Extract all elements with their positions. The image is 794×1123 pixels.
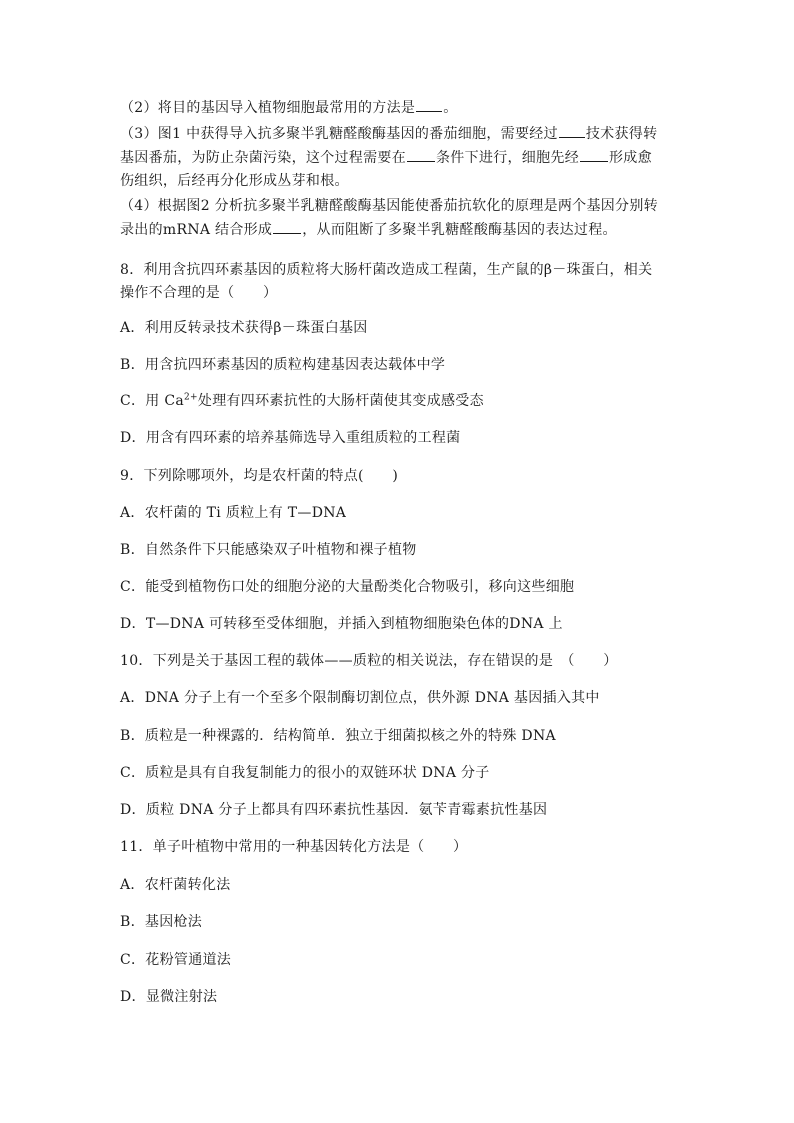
q9-option-b[interactable]: B．自然条件下只能感染双子叶植物和裸子植物: [120, 542, 417, 558]
q8-option-a[interactable]: A．利用反转录技术获得β－珠蛋白基因: [120, 320, 368, 336]
q11-option-d[interactable]: D．显微注射法: [120, 989, 218, 1005]
q11-option-b[interactable]: B．基因枪法: [120, 914, 203, 930]
answer-blank[interactable]: [580, 147, 608, 162]
answer-blank[interactable]: [559, 123, 585, 138]
q7-part3-line3: 伤组织，后经再分化形成丛芽和根。: [120, 173, 349, 189]
q9-stem: 9．下列除哪项外，均是农杆菌的特点( ): [120, 468, 399, 484]
q7-part2-text: （2）将目的基因导入植物细胞最常用的方法是: [120, 100, 416, 116]
q11-stem: 11．单子叶植物中常用的一种基因转化方法是（ ）: [120, 839, 468, 855]
q11-option-c[interactable]: C．花粉管通道法: [120, 952, 232, 968]
q7-part4-line1: （4）根据图2 分析抗多聚半乳糖醛酸酶基因能使番茄抗软化的原理是两个基因分别转: [120, 198, 658, 214]
q8-option-c[interactable]: [120, 391, 484, 411]
q8-stem-line1: 8．利用含抗四环素基因的质粒将大肠杆菌改造成工程菌，生产鼠的β－珠蛋白，相关: [120, 262, 653, 278]
q7-part3-line1: [120, 123, 657, 144]
q7-part3-text-c: 基因番茄，为防止杂菌污染，这个过程需要在: [120, 150, 406, 166]
answer-blank[interactable]: [273, 219, 301, 234]
q9-option-a[interactable]: A．农杆菌的 Ti 质粒上有 T—DNA: [120, 505, 347, 521]
q10-stem: 10．下列是关于基因工程的载体——质粒的相关说法，存在错误的是 （ ）: [120, 653, 618, 669]
q8-option-b[interactable]: B．用含抗四环素基因的质粒构建基因表达载体中学: [120, 357, 446, 373]
q7-part3-text-a: （3）图1 中获得导入抗多聚半乳糖醛酸酶基因的番茄细胞，需要经过: [120, 126, 558, 142]
q7-part4-text-a: 录出的mRNA 结合形成: [120, 222, 273, 238]
q8-option-c-text-rest: 处理有四环素抗性的大肠杆菌使其变成感受态: [197, 393, 484, 409]
q10-option-b[interactable]: B．质粒是一种裸露的．结构简单．独立于细菌拟核之外的特殊 DNA: [120, 728, 556, 744]
q10-option-d[interactable]: D．质粒 DNA 分子上都具有四环素抗性基因．氨苄青霉素抗性基因: [120, 802, 548, 818]
q7-part4-text-b: ，从而阻断了多聚半乳糖醛酸酶基因的表达过程。: [302, 222, 617, 238]
q7-part3-text-d: 条件下进行，细胞先经: [436, 150, 579, 166]
q11-option-a[interactable]: A．农杆菌转化法: [120, 877, 231, 893]
q7-part2-end: 。: [443, 100, 458, 116]
q7-part3-line2: [120, 147, 652, 168]
q10-option-c[interactable]: C．质粒是具有自我复制能力的很小的双链环状 DNA 分子: [120, 765, 490, 781]
answer-blank[interactable]: [407, 147, 435, 162]
q9-option-c[interactable]: C．能受到植物伤口处的细胞分泌的大量酚类化合物吸引，移向这些细胞: [120, 579, 575, 595]
answer-blank[interactable]: [416, 97, 442, 112]
q8-stem-line2: 操作不合理的是（ ）: [120, 285, 278, 301]
q7-part2: [120, 97, 458, 118]
ion-charge-superscript: 2+: [184, 392, 198, 403]
q7-part4-line2: [120, 219, 617, 240]
q7-part3-text-e: 形成愈: [609, 150, 652, 166]
q10-option-a[interactable]: A．DNA 分子上有一个至多个限制酶切割位点，供外源 DNA 基因插入其中: [120, 690, 600, 706]
q8-option-c-text: C．用 Ca: [120, 393, 185, 409]
q7-part3-text-b: 技术获得转: [585, 126, 658, 142]
q9-option-d[interactable]: D．T—DNA 可转移至受体细胞，并插入到植物细胞染色体的DNA 上: [120, 616, 563, 632]
q8-option-d[interactable]: D．用含有四环素的培养基筛选导入重组质粒的工程菌: [120, 430, 461, 446]
